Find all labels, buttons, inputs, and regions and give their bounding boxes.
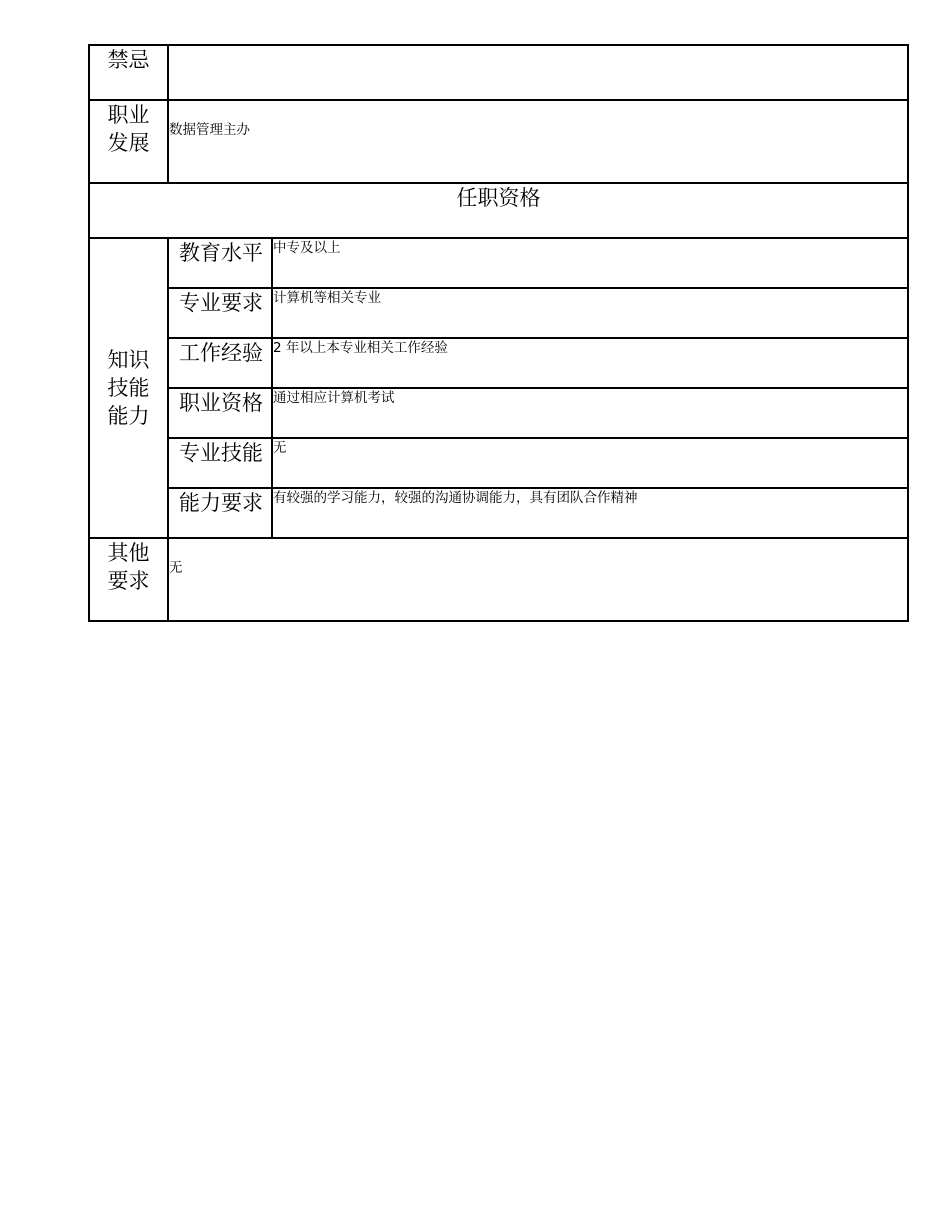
- experience-value: 2 年以上本专业相关工作经验: [272, 338, 908, 388]
- knowledge-label-line2: 技能: [107, 376, 150, 400]
- career-label-cell: [89, 100, 168, 183]
- major-label: 专业要求: [168, 288, 272, 338]
- knowledge-row-2: [89, 288, 908, 338]
- knowledge-row-6: [89, 488, 908, 538]
- taboo-label: 禁忌: [107, 48, 150, 72]
- knowledge-row-1: [89, 238, 908, 288]
- skill-value: 无: [272, 438, 908, 488]
- knowledge-row-4: [89, 388, 908, 438]
- knowledge-label-line1: 知识: [107, 348, 150, 372]
- taboo-row: [89, 45, 908, 100]
- ability-value: 有较强的学习能力，较强的沟通协调能力，具有团队合作精神: [272, 488, 908, 538]
- ability-label: 能力要求: [168, 488, 272, 538]
- other-label-line1: 其他: [107, 541, 150, 565]
- career-label-line1: 职业: [107, 103, 150, 127]
- experience-label: 工作经验: [168, 338, 272, 388]
- section-title: 任职资格: [89, 183, 908, 238]
- section-title-row: [89, 183, 908, 238]
- qualification-value: 通过相应计算机考试: [272, 388, 908, 438]
- knowledge-label-cell: [89, 238, 168, 538]
- other-label-cell: [89, 538, 168, 621]
- skill-label: 专业技能: [168, 438, 272, 488]
- job-requirements-table: [88, 44, 909, 622]
- taboo-label-cell: [89, 45, 168, 100]
- career-row: [89, 100, 908, 183]
- qualification-label: 职业资格: [168, 388, 272, 438]
- knowledge-row-3: [89, 338, 908, 388]
- major-value: 计算机等相关专业: [272, 288, 908, 338]
- education-value: 中专及以上: [272, 238, 908, 288]
- other-row: [89, 538, 908, 621]
- other-label-line2: 要求: [107, 569, 150, 593]
- education-label: 教育水平: [168, 238, 272, 288]
- taboo-value: [168, 45, 908, 100]
- other-value-cell: [168, 538, 908, 621]
- other-value: 无: [169, 560, 183, 576]
- knowledge-row-5: [89, 438, 908, 488]
- career-value: 数据管理主办: [169, 122, 250, 138]
- career-value-cell: [168, 100, 908, 183]
- knowledge-label-line3: 能力: [107, 404, 150, 428]
- career-label-line2: 发展: [107, 131, 150, 155]
